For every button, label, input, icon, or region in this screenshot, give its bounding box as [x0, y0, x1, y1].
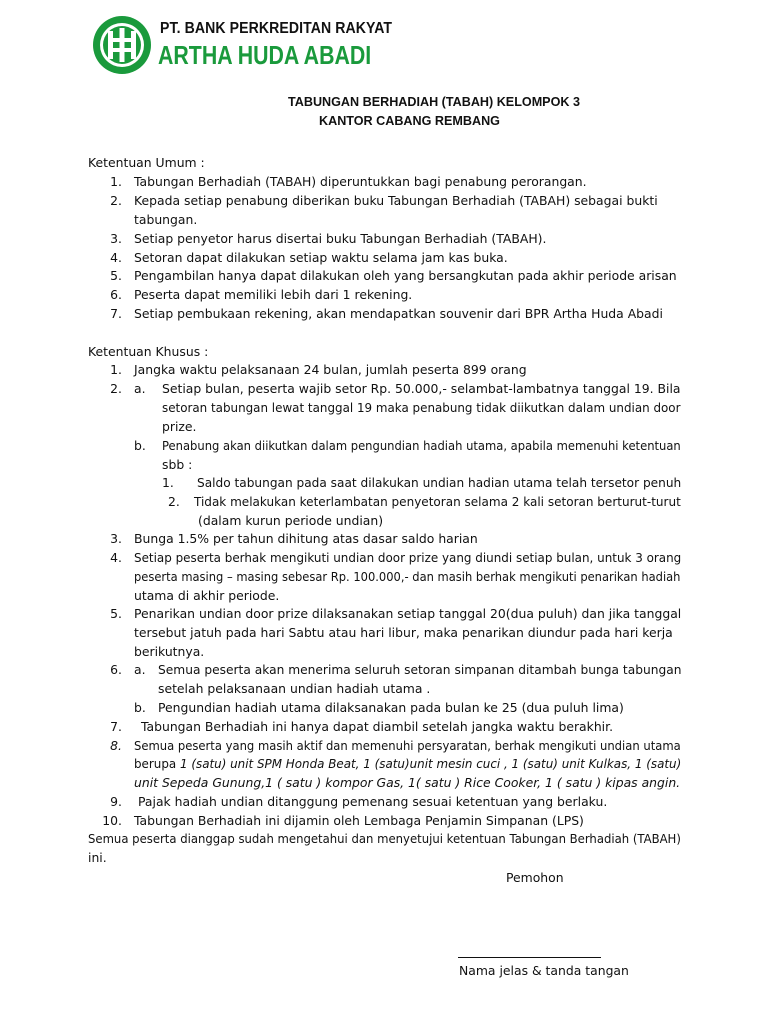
closing-statement-continued: ini.: [88, 850, 107, 865]
list-item: Kepada setiap penabung diberikan buku Tabungan Berhadiah (TABAH) sebagai bukti: [134, 193, 658, 208]
list-item-continued: [134, 754, 681, 773]
list-number: 1.: [110, 362, 122, 377]
prize-list-italic: unit Sepeda Gunung,1 ( satu ) kompor Gas, 1( satu ) Rice Cooker, 1 ( satu ) kipas angin.: [134, 775, 681, 790]
bank-logo-icon: [91, 14, 153, 76]
list-item-continued: prize.: [162, 419, 197, 434]
list-item: Setiap penyetor harus disertai buku Tabungan Berhadiah (TABAH).: [134, 231, 547, 246]
sub-label: a.: [134, 381, 146, 396]
list-item-text: berupa: [134, 756, 180, 771]
list-item-continued: (dalam kurun periode undian): [198, 513, 384, 528]
list-number: 4.: [110, 250, 122, 265]
list-item: Peserta dapat memiliki lebih dari 1 rekening.: [134, 287, 413, 302]
list-item: Setoran dapat dilakukan setiap waktu selama jam kas buka.: [134, 250, 508, 265]
list-item: Jangka waktu pelaksanaan 24 bulan, jumlah peserta 899 orang: [134, 362, 527, 377]
list-item: Tabungan Berhadiah ini dijamin oleh Lembaga Penjamin Simpanan (LPS): [134, 813, 584, 828]
closing-statement: Semua peserta dianggap sudah mengetahui dan menyetujui ketentuan Tabungan Berhadiah (TABAH): [88, 831, 681, 846]
company-line: PT. BANK PERKREDITAN RAKYAT: [160, 20, 393, 37]
document-title: TABUNGAN BERHADIAH (TABAH) KELOMPOK 3: [288, 95, 580, 109]
sub-label: b.: [134, 700, 146, 715]
list-item: Setiap bulan, peserta wajib setor Rp. 50.000,- selambat-lambatnya tanggal 19. Bila: [162, 381, 681, 396]
list-item: Pengambilan hanya dapat dilakukan oleh yang bersangkutan pada akhir periode arisan: [134, 268, 677, 283]
list-item: Semua peserta yang masih aktif dan memenuhi persyaratan, berhak mengikuti undian utama: [134, 738, 681, 753]
sub-label: b.: [134, 438, 146, 453]
list-item-continued: utama di akhir periode.: [134, 588, 280, 603]
prize-list-italic: 1 (satu) unit SPM Honda Beat, 1 (satu)unit mesin cuci , 1 (satu) unit Kulkas, 1 (satu): [179, 756, 682, 771]
sub-number: 2.: [168, 494, 180, 509]
list-item: Penarikan undian door prize dilaksanakan setiap tanggal 20(dua puluh) dan jika tanggal: [134, 606, 682, 621]
list-number: 4.: [110, 550, 122, 565]
list-number: 3.: [110, 531, 122, 546]
list-number: 1.: [110, 174, 122, 189]
list-number: 6.: [110, 662, 122, 677]
list-item: Pajak hadiah undian ditanggung pemenang sesuai ketentuan yang berlaku.: [138, 794, 608, 809]
list-item: Pengundian hadiah utama dilaksanakan pada bulan ke 25 (dua puluh lima): [158, 700, 624, 715]
section-heading-khusus: Ketentuan Khusus :: [88, 344, 209, 359]
list-item: Bunga 1.5% per tahun dihitung atas dasar saldo harian: [134, 531, 478, 546]
list-number: 10.: [102, 813, 122, 828]
list-number: 2.: [110, 193, 122, 208]
list-item-continued: tersebut jatuh pada hari Sabtu atau hari libur, maka penarikan diundur pada hari kerja: [134, 625, 673, 640]
document-subtitle: KANTOR CABANG REMBANG: [319, 114, 500, 128]
sub-label: a.: [134, 662, 146, 677]
list-number: 7.: [110, 306, 122, 321]
list-item-continued: setelah pelaksanaan undian hadiah utama .: [158, 681, 431, 696]
list-number: 2.: [110, 381, 122, 396]
applicant-label: Pemohon: [506, 870, 564, 885]
list-item: Tabungan Berhadiah (TABAH) diperuntukkan bagi penabung perorangan.: [134, 174, 587, 189]
list-item-continued: peserta masing – masing sebesar Rp. 100.000,- dan masih berhak mengikuti penarikan hadiah: [134, 569, 681, 584]
list-item: Saldo tabungan pada saat dilakukan undian hadian utama telah tersetor penuh: [197, 475, 682, 490]
sub-number: 1.: [162, 475, 174, 490]
list-number: 3.: [110, 231, 122, 246]
list-item-continued: setoran tabungan lewat tanggal 19 maka penabung tidak diikutkan dalam undian door: [162, 400, 681, 415]
list-number: 9.: [110, 794, 122, 809]
list-item-continued: sbb :: [162, 457, 193, 472]
list-item: Tabungan Berhadiah ini hanya dapat diambil setelah jangka waktu berakhir.: [141, 719, 614, 734]
list-item: Penabung akan diikutkan dalam pengundian hadiah utama, apabila memenuhi ketentuan: [162, 438, 681, 453]
list-item-continued: tabungan.: [134, 212, 198, 227]
list-item: Setiap peserta berhak mengikuti undian door prize yang diundi setiap bulan, untuk 3 orang: [134, 550, 682, 565]
list-item: Semua peserta akan menerima seluruh setoran simpanan ditambah bunga tabungan: [158, 662, 682, 677]
signature-line: [458, 957, 601, 958]
list-number: 8.: [110, 738, 122, 753]
list-number: 5.: [110, 606, 122, 621]
company-name: ARTHA HUDA ABADI: [158, 40, 372, 70]
signature-caption: Nama jelas & tanda tangan: [459, 963, 629, 978]
list-item-continued: berikutnya.: [134, 644, 205, 659]
list-number: 5.: [110, 268, 122, 283]
list-number: 6.: [110, 287, 122, 302]
list-item: Setiap pembukaan rekening, akan mendapatkan souvenir dari BPR Artha Huda Abadi: [134, 306, 663, 321]
section-heading-umum: Ketentuan Umum :: [88, 155, 205, 170]
list-item: Tidak melakukan keterlambatan penyetoran selama 2 kali setoran berturut-turut: [194, 494, 681, 509]
list-number: 7.: [110, 719, 122, 734]
